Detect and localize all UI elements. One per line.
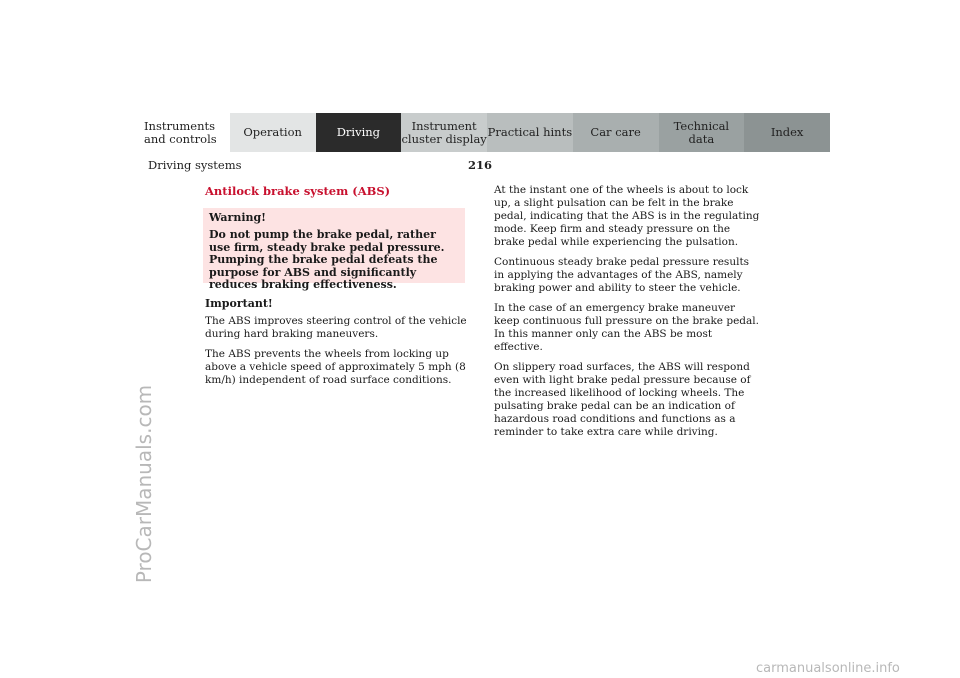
left-column	[205, 297, 467, 394]
chapter-tab-bar	[132, 113, 830, 152]
page-header	[148, 158, 848, 174]
page-number: 216	[468, 158, 493, 172]
warning-text: Do not pump the brake pedal, rather use firm, steady brake pedal pressure. Pumping the brake pedal defeats the purpose for ABS and significantly reduces braking effectiveness.	[209, 228, 445, 291]
warning-title: Warning!	[209, 211, 267, 224]
tab-car-care[interactable]: Car care	[573, 113, 659, 152]
tab-instruments-and-controls[interactable]: Instruments and controls	[132, 113, 230, 152]
warning-box	[203, 208, 465, 291]
paragraph: At the instant one of the wheels is about to lock up, a slight pulsation can be felt in the brake pedal, indicating that the ABS is in the regulating mode. Keep firm and steady pressure on the brake pedal while experiencing the pulsation.	[494, 184, 760, 248]
important-label: Important!	[205, 297, 273, 310]
section-heading: Antilock brake system (ABS)	[205, 184, 391, 198]
watermark-side: ProCarManuals.com	[132, 384, 156, 584]
tab-practical-hints[interactable]: Practical hints	[487, 113, 573, 152]
paragraph: Continuous steady brake pedal pressure results in applying the advantages of the ABS, namely braking power and ability to steer the vehicle.	[494, 256, 750, 294]
paragraph: On slippery road surfaces, the ABS will respond even with light brake pedal pressure because of the increased likelihood of locking wheels. The pulsating brake pedal can be an indication of hazardous road conditions and functions as a reminder to take extra care while driving.	[494, 361, 751, 438]
right-column	[494, 184, 760, 446]
tab-instrument-cluster-display[interactable]: Instrument cluster display	[401, 113, 487, 152]
tab-driving[interactable]: Driving	[316, 113, 402, 152]
tab-index[interactable]: Index	[744, 113, 830, 152]
paragraph: The ABS prevents the wheels from locking up above a vehicle speed of approximately 5 mph (8 km/h) independent of road surface conditions.	[205, 348, 466, 386]
paragraph: In the case of an emergency brake maneuver keep continuous full pressure on the brake pedal. In this manner only can the ABS be most effective.	[494, 302, 759, 353]
watermark-bottom: carmanualsonline.info	[756, 661, 900, 676]
paragraph: The ABS improves steering control of the vehicle during hard braking maneuvers.	[205, 315, 467, 340]
section-title: Driving systems	[148, 158, 242, 172]
tab-operation[interactable]: Operation	[230, 113, 316, 152]
tab-technical-data[interactable]: Technical data	[659, 113, 745, 152]
